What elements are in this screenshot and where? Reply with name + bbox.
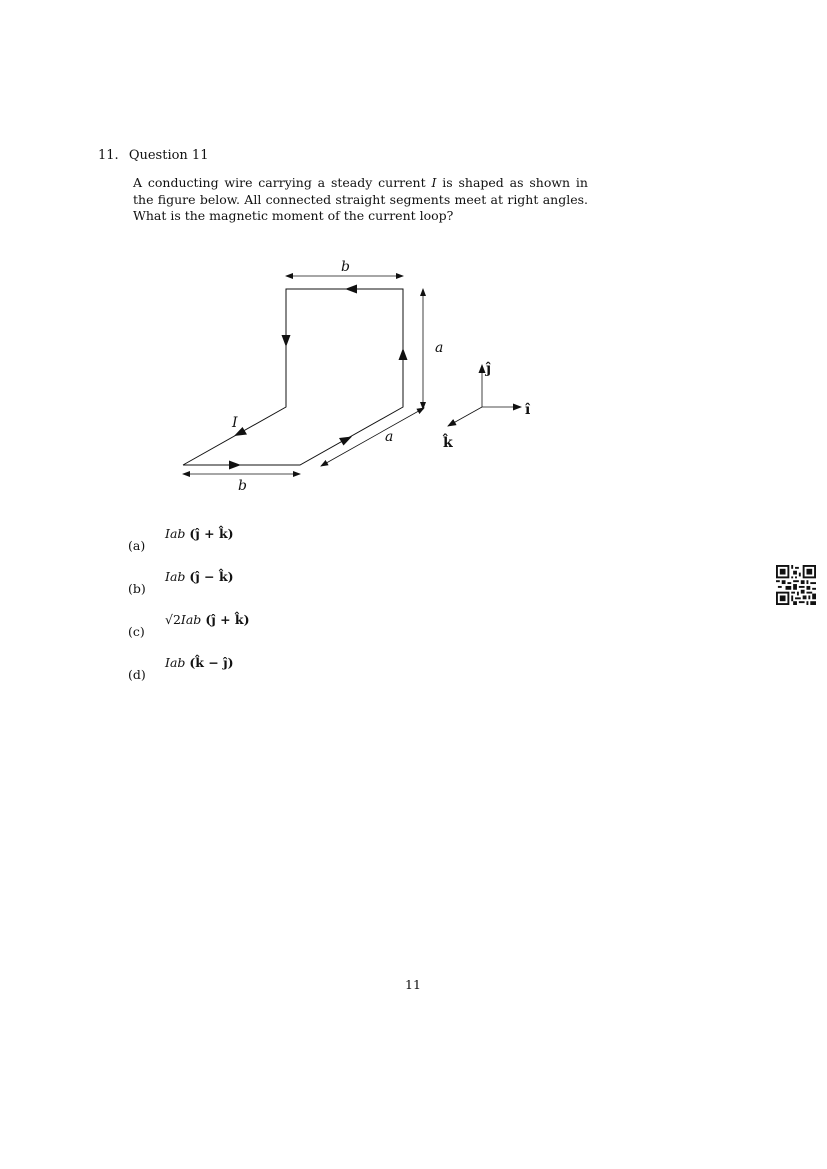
page-number: 11 [405, 977, 421, 992]
label-a-bottom: a [385, 429, 394, 445]
axis-j-label: ĵ [486, 361, 492, 377]
current-arrows [229, 285, 408, 470]
question-text-part-2: is shaped as shown in the figure below. All connected straight segments meet at right angles. What is the magnetic moment of the current loop? [133, 175, 588, 223]
current-arrow-top [345, 285, 357, 294]
option-b-expression [165, 569, 234, 584]
label-a-right: a [435, 340, 444, 356]
option-a-label: (a) [128, 538, 146, 553]
axis-k-label: k̂ [443, 435, 453, 451]
option-c-vector: (ĵ + k̂) [205, 612, 250, 627]
option-b-coefficient: Iab [165, 569, 186, 584]
option-a-vector: (ĵ + k̂) [189, 526, 234, 541]
question-text-part-1: A conducting wire carrying a steady current [133, 175, 432, 190]
question-number: 11. [98, 148, 119, 163]
option-d-expression [165, 655, 234, 670]
current-arrow-lower-diagonal [339, 437, 352, 446]
option-b-label: (b) [128, 581, 146, 596]
option-d-coefficient: Iab [165, 655, 186, 670]
option-c-coefficient: Iab [180, 612, 202, 627]
option-c-expression [165, 612, 250, 627]
option-a-coefficient: Iab [165, 526, 186, 541]
qr-code-icon [776, 565, 816, 605]
option-d-vector: (k̂ − ĵ) [189, 655, 234, 670]
label-current: I [232, 415, 238, 431]
axis-k-arrow [448, 407, 482, 426]
label-b-bottom: b [238, 478, 247, 494]
option-c-label: (c) [128, 624, 145, 639]
option-c-sqrt2: √2 [165, 612, 181, 627]
option-b-vector: (ĵ − k̂) [189, 569, 234, 584]
option-a-expression [165, 526, 234, 541]
current-arrow-left-vertical [282, 335, 291, 347]
axis-i-label: î [525, 402, 531, 418]
coordinate-axes [442, 360, 531, 451]
dimension-a-bottom [321, 408, 424, 466]
current-arrow-right-vertical [399, 348, 408, 360]
label-b-top: b [341, 259, 350, 275]
question-title: Question 11 [128, 148, 209, 163]
current-arrow-bottom [229, 461, 241, 470]
question-text-current-symbol: I [431, 175, 437, 190]
option-d-label: (d) [128, 667, 146, 682]
